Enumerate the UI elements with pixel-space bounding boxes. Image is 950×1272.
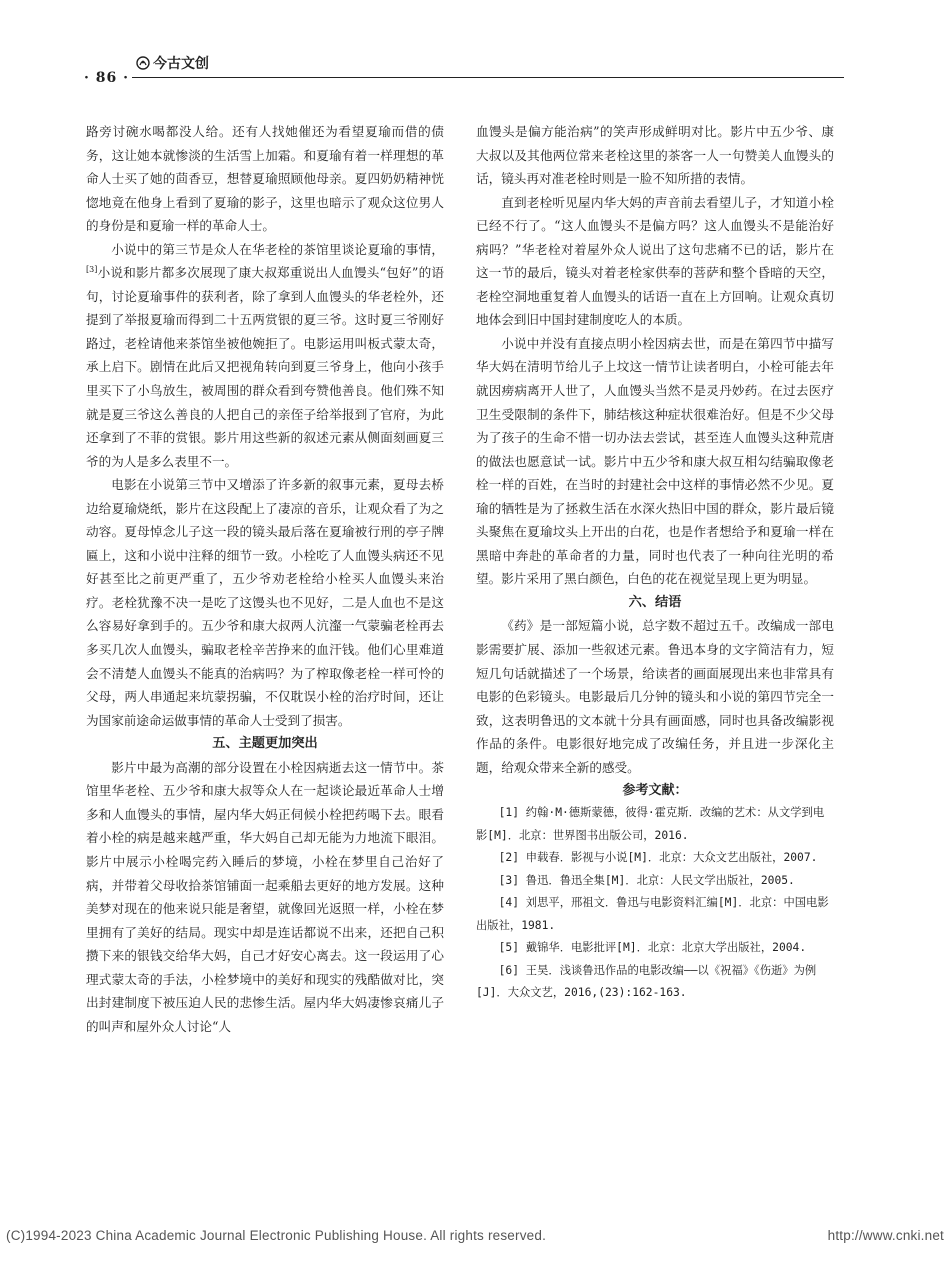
- paragraph: 小说中并没有直接点明小栓因病去世，而是在第四节中描写华大妈在清明节给儿子上坟这一情节让读者明白，小栓可能去年就因痨病离开人世了，人血馒头当然不是灵丹妙药。在过去医疗卫生受限制的条件下，肺结核这种症状很难治好。但是不少父母为了孩子的生命不惜一切办法去尝试，甚至连人血馒头这种荒唐的做法也愿意试一试。影片中五少爷和康大叔互相勾结骗取像老栓一样的百姓，在当时的封建社会中这样的事情必然不少见。夏瑜的牺牲是为了拯救生活在水深火热旧中国的群众，影片最后镜头聚焦在夏瑜坟头上开出的白花，也是作者想给予和夏瑜一样在黑暗中奔赴的革命者的力量，同时也代表了一种向往光明的希望。影片采用了黑白颜色，白色的花在视觉呈现上更为明显。: [476, 335, 834, 587]
- paragraph: 电影在小说第三节中又增添了许多新的叙事元素，夏母去桥边给夏瑜烧纸，影片在这段配上了凄凉的音乐，让观众看了为之动容。夏母悼念儿子这一段的镜头最后落在夏瑜被行刑的亭子牌匾上，这和小说中注释的细节一致。小栓吃了人血馒头病还不见好甚至比之前更严重了，五少爷劝老栓给小栓买人血馒头来治疗。老栓犹豫不决一是吃了这馒头也不见好，二是人血也不是这么容易好拿到手的。五少爷和康大叔两人沆瀣一气蒙骗老栓再去多买几次人血馒头，骗取老栓辛苦挣来的血汗钱。他们心里难道会不清楚人血馒头不能真的治病吗？为了榨取像老栓一样可怜的父母，两人串通起来坑蒙拐骗，不仅耽误小栓的治疗时间，还让为国家前途命运做事情的革命人士受到了损害。: [86, 477, 444, 728]
- reference-item: [3] 鲁迅．鲁迅全集[M]．北京：人民文学出版社，2005.: [498, 873, 795, 887]
- references-title: 参考文献：: [622, 783, 688, 799]
- citation-mark: [3]: [86, 265, 98, 275]
- page-header: [84, 48, 844, 88]
- reference-item: [2] 申载春．影视与小说[M]．北京：大众文艺出版社，2007.: [498, 851, 818, 865]
- page-number: · 86 ·: [84, 70, 129, 86]
- paragraph: 直到老栓听见屋内华大妈的声音前去看望儿子，才知道小栓已经不行了。“这人血馒头不是偏方吗？这人血馒头不是能治好病吗？”华老栓对着屋外众人说出了这句悲痛不已的话，影片在这一节的最后，镜头对着老栓家供奉的菩萨和整个昏暗的天空，老栓空洞地重复着人血馒头的话语一直在上方回响。让观众真切地体会到旧中国封建制度吃人的本质。: [476, 194, 834, 328]
- paragraph-text: 小说中的第三节是众人在华老栓的茶馆里谈论夏瑜的事情，: [111, 241, 444, 257]
- right-column: [476, 120, 834, 1005]
- header-rule: [132, 77, 844, 78]
- paragraph: [86, 238, 444, 473]
- reference-item: [5] 戴锦华．电影批评[M]．北京：北京大学出版社，2004.: [498, 941, 807, 955]
- page-footer: [6, 1228, 944, 1243]
- section-heading: 五、主题更加突出: [212, 736, 318, 752]
- cnki-link[interactable]: http://www.cnki.net: [827, 1228, 944, 1243]
- journal-name: 今古文创: [153, 56, 209, 72]
- section-heading: 六、结语: [628, 594, 682, 610]
- paragraph: 路旁讨碗水喝都没人给。还有人找她催还为看望夏瑜而借的债务，这让她本就惨淡的生活雪上加霜。和夏瑜有着一样理想的革命人士买了她的茴香豆，想替夏瑜照顾他母亲。夏四奶奶精神恍惚地竟在他身上看到了夏瑜的影子，这里也暗示了观众这位男人的身份是和夏瑜一样的革命人士。: [86, 124, 444, 234]
- paragraph: 血馒头是偏方能治病”的笑声形成鲜明对比。影片中五少爷、康大叔以及其他两位常来老栓这里的茶客一人一句赞美人血馒头的话，镜头再对准老栓时则是一脸不知所措的表情。: [476, 124, 834, 187]
- copyright-notice: (C)1994-2023 China Academic Journal Electronic Publishing House. All rights reserved.: [6, 1228, 547, 1243]
- paragraph: 影片中最为高潮的部分设置在小栓因病逝去这一情节中。茶馆里华老栓、五少爷和康大叔等众人在一起谈论最近革命人士增多和人血馒头的事情，屋内华大妈正伺候小栓把药喝下去。眼看着小栓的病是越来越严重，华大妈自己却无能为力地流下眼泪。影片中展示小栓喝完药入睡后的梦境，小栓在梦里自己治好了病，并带着父母收拾茶馆铺面一起乘船去更好的地方发展。这种美梦对现在的他来说只能是奢望，就像回光返照一样，小栓在梦里拥有了美好的结局。现实中却是连话都说不出来，还把自己积攒下来的银钱交给华大妈，自己才好安心离去。这一段运用了心理式蒙太奇的手法，小栓梦境中的美好和现实的残酷做对比，突出封建制度下被压迫人民的悲惨生活。屋内华大妈凄惨哀痛儿子的叫声和屋外众人讨论“人: [86, 759, 444, 1034]
- journal-logo-icon: [136, 56, 150, 70]
- reference-item: [4] 刘思平，邢祖文．鲁迅与电影资料汇编[M]．北京：中国电影出版社，1981.: [476, 896, 829, 932]
- reference-item: [6] 王昊．浅谈鲁迅作品的电影改编——以《祝福》《伤逝》为例[J]．大众文艺，2016,(23):162-163.: [476, 963, 817, 1000]
- paragraph: 《药》是一部短篇小说，总字数不超过五千。改编成一部电影需要扩展、添加一些叙述元素。鲁迅本身的文字简洁有力，短短几句话就描述了一个场景，给读者的画面展现出来也非常具有电影的色彩镜头。电影最后几分钟的镜头和小说的第四节完全一致，这表明鲁迅的文本就十分具有画面感，同时也具备改编影视作品的条件。电影很好地完成了改编任务，并且进一步深化主题，给观众带来全新的感受。: [476, 618, 834, 775]
- journal-title: [136, 53, 209, 73]
- reference-item: [1] 约翰·M·德斯蒙德，彼得·霍克斯．改编的艺术：从文学到电影[M]．北京：世界图书出版公司，2016.: [476, 806, 825, 842]
- paragraph-text: 小说和影片都多次展现了康大叔郑重说出人血馒头“包好”的语句，讨论夏瑜事件的获利者，除了拿到人血馒头的华老栓外，还提到了举报夏瑜而得到二十五两赏银的夏三爷。这时夏三爷刚好路过，老栓请他来茶馆坐被他婉拒了。电影运用叫板式蒙太奇，承上启下。剧情在此后又把视角转向到夏三爷身上，他向小孩手里买下了小鸟放生，被周围的群众看到夸赞他善良。他们殊不知就是夏三爷这么善良的人把自己的亲侄子给举报到了官府，为此还拿到了不菲的赏银。影片用这些新的叙述元素从侧面刻画夏三爷的为人是多么表里不一。: [86, 265, 444, 469]
- left-column: [86, 120, 444, 1038]
